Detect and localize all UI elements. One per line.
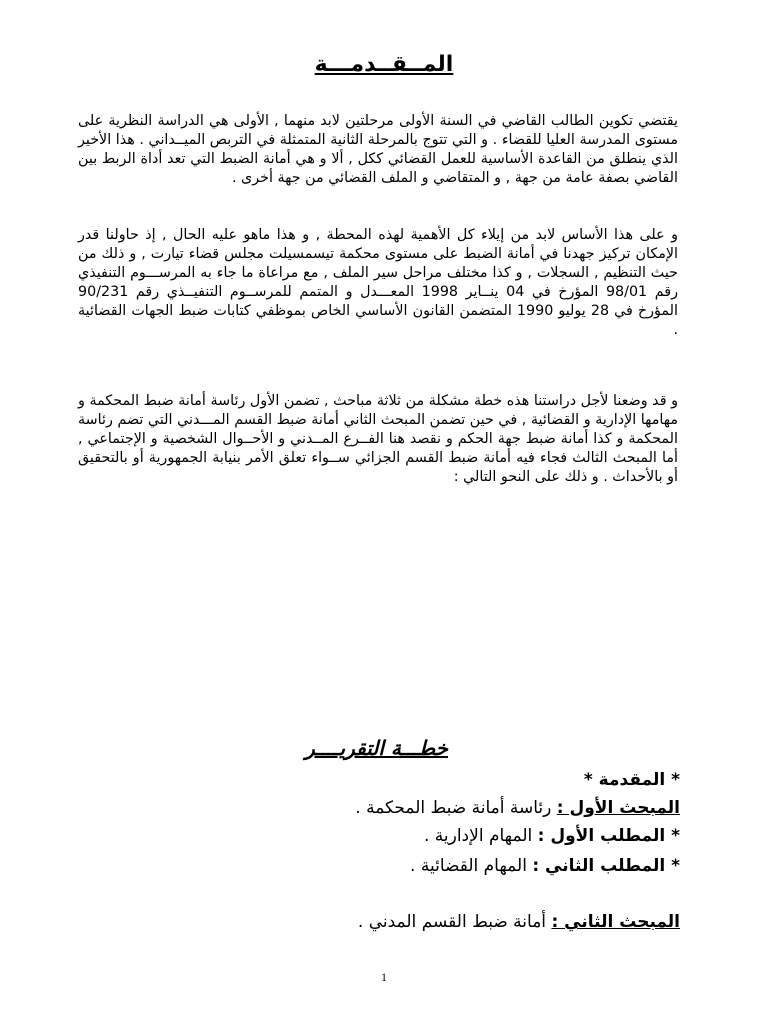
page-title: المــقــدمـــة bbox=[314, 52, 454, 77]
plan-section-1-label: المبحث الأول : bbox=[556, 798, 680, 818]
plan-title: خطـــة التقريــــر bbox=[305, 736, 448, 760]
intro-paragraph-1: يقتضي تكوين الطالب القاضي في السنة الأولى مرحلتين لابد منهما , الأولى هي الدراسة النظرية على مستوى المدرسة العليا للقضاء . و التي تتوج بالمرحلة الثانية المتمثلة في التربص الميــداني . هذا الأخير الذي ينطلق من القاعدة الأساسية للعمل القضائي ككل , ألا و هي أمانة الضبط التي تعد أداة الربط بين القاضي بصفة عامة من جهة , و المتقاضي و الملف القضائي من جهة أخرى . bbox=[78, 113, 678, 187]
intro-paragraph-2: و على هذا الأساس لابد من إيلاء كل الأهمية لهذه المحطة , و هذا ماهو عليه الحال , إذ حاولنا قدر الإمكان تركيز جهدنا في أمانة الضبط على مستوى محكمة تيسمسيلت مجلس قضاء تيارت , و ذلك من حيث التنظيم , السجلات , و كذا مختلف مراحل سير الملف , مع مراعاة ما جاء به المرســـوم التنفيذي رقم 98/01 المؤرخ في 04 ينــاير 1998 المعـــدل و المتمم للمرســوم التنفيــذي رقم 90/231 المؤرخ في 28 يوليو 1990 المتضمن القانون الأساسي الخاص بموظفي كتابات ضبط الجهات القضائية . bbox=[78, 227, 679, 339]
intro-paragraph-3: و قد وضعنا لأجل دراستنا هذه خطة مشكلة من ثلاثة مباحث , تضمن الأول رئاسة أمانة ضبط المحكمة و مهامها الإدارية و القضائية , في حين تضمن المبحث الثاني أمانة ضبط القسم المـــدني التي تضم رئاسة المحكمة و كذا أمانة ضبط جهة الحكم و نقصد هنا الفــرع المــدني و الأحــوال الشخصية و الإجتماعي , أما المبحث الثالث فجاء فيه أمانة ضبط القسم الجزائي ســواء تعلق الأمر بنيابة الجمهورية أو بالتحقيق أو بالأحداث . و ذلك على النحو التالي : bbox=[78, 393, 678, 486]
plan-subsection-2 bbox=[410, 856, 680, 876]
plan-intro-item bbox=[584, 770, 680, 790]
plan-subsection-1-text: المهام الإدارية . bbox=[423, 826, 533, 846]
plan-subsection-2-label: * المطلب الثاني : bbox=[532, 856, 680, 876]
plan-subsection-1 bbox=[424, 826, 680, 846]
plan-section-1 bbox=[355, 798, 680, 818]
plan-intro-label: * المقدمة * bbox=[583, 770, 680, 790]
plan-section-2-text: أمانة ضبط القسم المدني . bbox=[357, 912, 547, 932]
plan-section-1-text: رئاسة أمانة ضبط المحكمة . bbox=[355, 798, 552, 818]
plan-section-2 bbox=[358, 912, 680, 932]
plan-section-2-label: المبحث الثاني : bbox=[551, 912, 680, 932]
plan-subsection-2-text: المهام القضائية . bbox=[410, 856, 527, 876]
plan-subsection-1-label: * المطلب الأول : bbox=[537, 826, 680, 846]
page-number: 1 bbox=[381, 970, 387, 984]
